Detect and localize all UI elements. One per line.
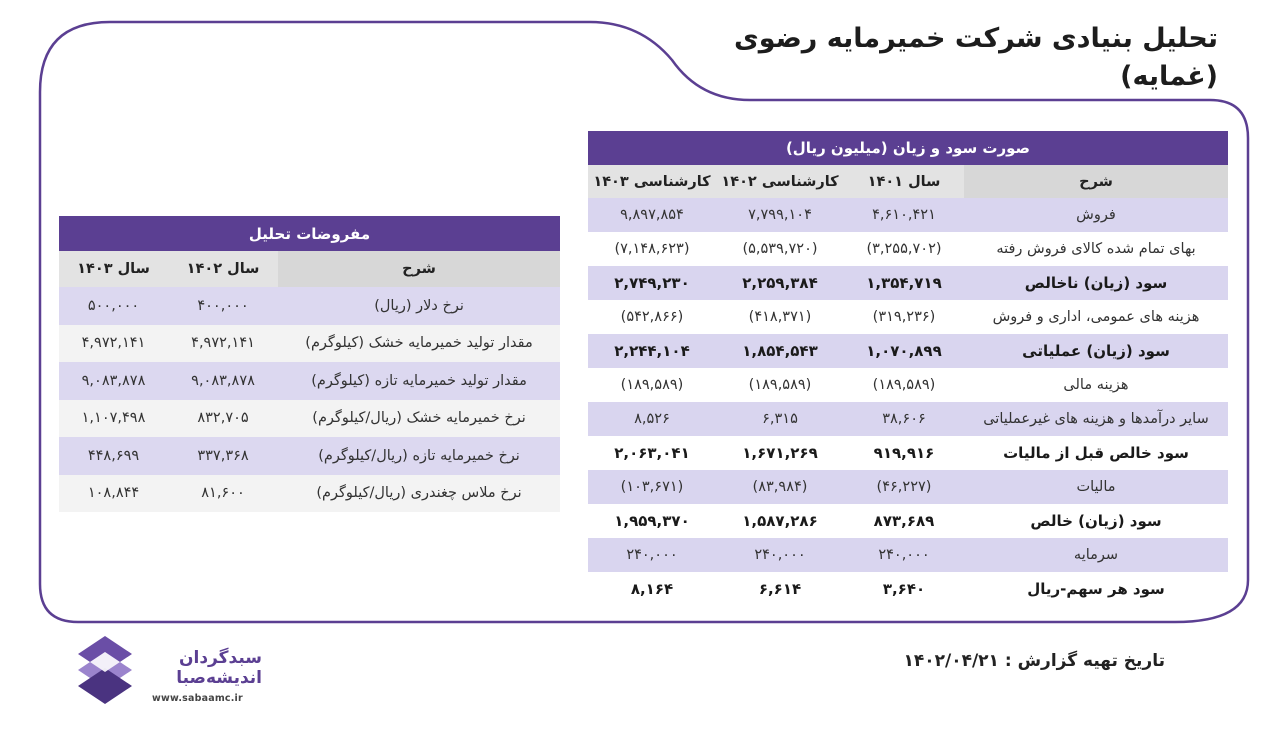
- table-row: [588, 436, 1228, 470]
- row-value: ۳۸,۶۰۶: [844, 402, 964, 436]
- row-value: ۲۴۰,۰۰۰: [716, 538, 844, 572]
- row-value: ۹۱۹,۹۱۶: [844, 436, 964, 470]
- brand-name-line-2: اندیشه‌صبا: [176, 668, 262, 688]
- row-value: ۳,۶۴۰: [844, 572, 964, 606]
- row-label: نرخ ملاس چغندری (ریال/کیلوگرم): [278, 475, 560, 513]
- row-value: (۳۱۹,۲۳۶): [844, 300, 964, 334]
- row-label: مقدار تولید خمیرمایه تازه (کیلوگرم): [278, 362, 560, 400]
- row-value: ۱,۱۰۷,۴۹۸: [59, 400, 168, 438]
- table-row: [588, 232, 1228, 266]
- income-statement-caption: صورت سود و زیان (میلیون ریال): [588, 131, 1228, 165]
- row-value: (۱۸۹,۵۸۹): [588, 368, 716, 402]
- row-value: (۱۰۳,۶۷۱): [588, 470, 716, 504]
- row-label: هزینه مالی: [964, 368, 1228, 402]
- row-value: ۱۰۸,۸۴۴: [59, 475, 168, 513]
- income-statement-table: [588, 131, 1228, 606]
- page-title: [658, 20, 1218, 96]
- row-value: ۱,۰۷۰,۸۹۹: [844, 334, 964, 368]
- row-value: ۴,۹۷۲,۱۴۱: [168, 325, 278, 363]
- row-label: سود هر سهم-ریال: [964, 572, 1228, 606]
- header-year-1402: سال ۱۴۰۲: [168, 251, 278, 287]
- row-value: ۴,۶۱۰,۴۲۱: [844, 198, 964, 232]
- table-row: [59, 287, 560, 325]
- row-value: ۹,۰۸۳,۸۷۸: [59, 362, 168, 400]
- row-value: (۳,۲۵۵,۷۰۲): [844, 232, 964, 266]
- row-value: ۸,۱۶۴: [588, 572, 716, 606]
- row-value: (۴۱۸,۳۷۱): [716, 300, 844, 334]
- row-value: ۱,۶۷۱,۲۶۹: [716, 436, 844, 470]
- income-statement-header: [588, 165, 1228, 198]
- title-line-2: (غمایه): [1120, 61, 1218, 92]
- table-row: [588, 572, 1228, 606]
- row-value: ۹,۸۹۷,۸۵۴: [588, 198, 716, 232]
- brand-name-line-1: سبدگردان: [179, 648, 262, 668]
- row-value: ۴۴۸,۶۹۹: [59, 437, 168, 475]
- row-value: ۸۱,۶۰۰: [168, 475, 278, 513]
- title-line-1: تحلیل بنیادی شرکت خمیرمایه رضوی: [734, 23, 1218, 54]
- row-value: ۲,۲۴۴,۱۰۴: [588, 334, 716, 368]
- row-value: ۴,۹۷۲,۱۴۱: [59, 325, 168, 363]
- row-label: هزینه های عمومی، اداری و فروش: [964, 300, 1228, 334]
- row-value: ۷,۷۹۹,۱۰۴: [716, 198, 844, 232]
- report-date: تاریخ تهیه گزارش : ۱۴۰۲/۰۴/۲۱: [903, 651, 1165, 671]
- row-value: (۱۸۹,۵۸۹): [716, 368, 844, 402]
- header-estimate-1402: کارشناسی ۱۴۰۲: [716, 165, 844, 198]
- row-value: ۲,۰۶۳,۰۴۱: [588, 436, 716, 470]
- row-label: سود (زیان) ناخالص: [964, 266, 1228, 300]
- table-row: [588, 368, 1228, 402]
- row-value: (۵۴۲,۸۶۶): [588, 300, 716, 334]
- header-year-1401: سال ۱۴۰۱: [844, 165, 964, 198]
- table-row: [588, 266, 1228, 300]
- row-label: فروش: [964, 198, 1228, 232]
- row-label: سود (زیان) خالص: [964, 504, 1228, 538]
- header-estimate-1403: کارشناسی ۱۴۰۳: [588, 165, 716, 198]
- table-row: [588, 402, 1228, 436]
- header-year-1403: سال ۱۴۰۳: [59, 251, 168, 287]
- assumptions-table: [59, 216, 560, 512]
- table-row: [588, 300, 1228, 334]
- row-value: ۹,۰۸۳,۸۷۸: [168, 362, 278, 400]
- row-value: (۸۳,۹۸۴): [716, 470, 844, 504]
- table-row: [588, 538, 1228, 572]
- table-row: [588, 198, 1228, 232]
- brand-website[interactable]: www.sabaamc.ir: [152, 693, 243, 704]
- header-description: شرح: [278, 251, 560, 287]
- row-value: ۴۰۰,۰۰۰: [168, 287, 278, 325]
- row-value: ۲۴۰,۰۰۰: [844, 538, 964, 572]
- sabaamc-logo: [70, 634, 140, 706]
- table-row: [59, 362, 560, 400]
- row-label: سرمایه: [964, 538, 1228, 572]
- row-value: ۲,۲۵۹,۳۸۴: [716, 266, 844, 300]
- row-label: نرخ خمیرمایه تازه (ریال/کیلوگرم): [278, 437, 560, 475]
- table-row: [588, 504, 1228, 538]
- row-value: ۱,۸۵۴,۵۴۳: [716, 334, 844, 368]
- row-value: ۵۰۰,۰۰۰: [59, 287, 168, 325]
- row-label: سود خالص قبل از مالیات: [964, 436, 1228, 470]
- row-label: مالیات: [964, 470, 1228, 504]
- table-row: [588, 470, 1228, 504]
- row-value: ۸۳۲,۷۰۵: [168, 400, 278, 438]
- table-row: [59, 325, 560, 363]
- row-label: سود (زیان) عملیاتی: [964, 334, 1228, 368]
- header-description: شرح: [964, 165, 1228, 198]
- table-row: [588, 334, 1228, 368]
- table-row: [59, 437, 560, 475]
- row-value: ۶,۳۱۵: [716, 402, 844, 436]
- row-label: مقدار تولید خمیرمایه خشک (کیلوگرم): [278, 325, 560, 363]
- row-value: (۱۸۹,۵۸۹): [844, 368, 964, 402]
- table-row: [59, 475, 560, 513]
- row-label: نرخ دلار (ریال): [278, 287, 560, 325]
- row-value: (۵,۵۳۹,۷۲۰): [716, 232, 844, 266]
- assumptions-header: [59, 251, 560, 287]
- row-value: ۱,۵۸۷,۲۸۶: [716, 504, 844, 538]
- row-value: ۱,۹۵۹,۳۷۰: [588, 504, 716, 538]
- row-value: ۲,۷۴۹,۲۳۰: [588, 266, 716, 300]
- row-value: ۳۳۷,۳۶۸: [168, 437, 278, 475]
- row-label: نرخ خمیرمایه خشک (ریال/کیلوگرم): [278, 400, 560, 438]
- row-value: ۸۷۳,۶۸۹: [844, 504, 964, 538]
- table-row: [59, 400, 560, 438]
- row-value: ۱,۳۵۴,۷۱۹: [844, 266, 964, 300]
- row-value: (۷,۱۴۸,۶۲۳): [588, 232, 716, 266]
- row-label: بهای تمام شده کالای فروش رفته: [964, 232, 1228, 266]
- row-value: ۶,۶۱۴: [716, 572, 844, 606]
- row-label: سایر درآمدها و هزینه های غیرعملیاتی: [964, 402, 1228, 436]
- assumptions-caption: مفروضات تحلیل: [59, 216, 560, 251]
- row-value: ۸,۵۲۶: [588, 402, 716, 436]
- row-value: (۴۶,۲۲۷): [844, 470, 964, 504]
- row-value: ۲۴۰,۰۰۰: [588, 538, 716, 572]
